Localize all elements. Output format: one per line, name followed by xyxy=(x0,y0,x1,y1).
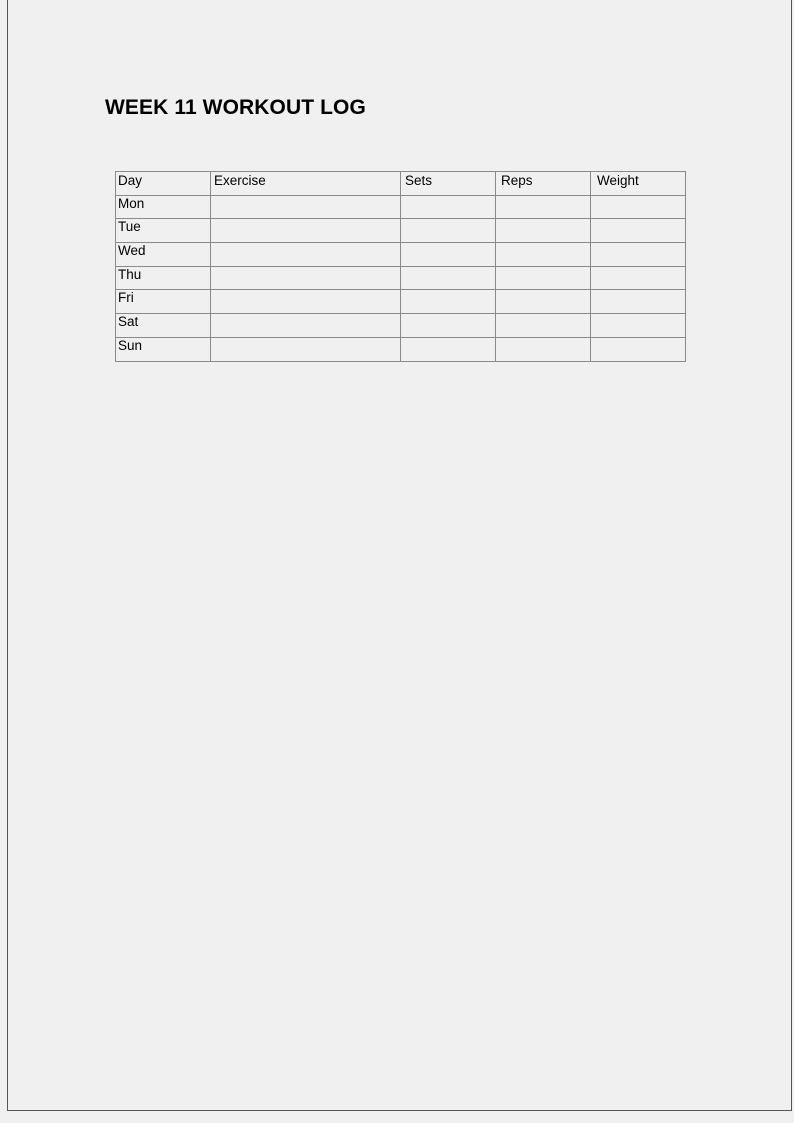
reps-cell[interactable] xyxy=(496,243,591,267)
sets-cell[interactable] xyxy=(401,337,496,361)
column-header-sets: Sets xyxy=(401,172,496,196)
weight-cell[interactable] xyxy=(591,337,686,361)
sets-cell[interactable] xyxy=(401,290,496,314)
document-page xyxy=(7,0,792,1111)
weight-cell[interactable] xyxy=(591,243,686,267)
exercise-cell[interactable] xyxy=(211,219,401,243)
sets-cell[interactable] xyxy=(401,243,496,267)
day-cell: Wed xyxy=(116,243,211,267)
reps-cell[interactable] xyxy=(496,290,591,314)
reps-cell[interactable] xyxy=(496,219,591,243)
table-row xyxy=(116,195,686,219)
workout-log-table xyxy=(115,171,686,362)
reps-cell[interactable] xyxy=(496,337,591,361)
column-header-day: Day xyxy=(116,172,211,196)
day-cell: Sun xyxy=(116,337,211,361)
exercise-cell[interactable] xyxy=(211,314,401,338)
sets-cell[interactable] xyxy=(401,195,496,219)
table-header-row xyxy=(116,172,686,196)
day-cell: Tue xyxy=(116,219,211,243)
exercise-cell[interactable] xyxy=(211,337,401,361)
table-row xyxy=(116,243,686,267)
weight-cell[interactable] xyxy=(591,290,686,314)
column-header-weight: Weight xyxy=(591,172,686,196)
table-row xyxy=(116,290,686,314)
table-row xyxy=(116,219,686,243)
reps-cell[interactable] xyxy=(496,266,591,290)
day-cell: Fri xyxy=(116,290,211,314)
table-row xyxy=(116,266,686,290)
day-cell: Thu xyxy=(116,266,211,290)
weight-cell[interactable] xyxy=(591,219,686,243)
sets-cell[interactable] xyxy=(401,266,496,290)
column-header-exercise: Exercise xyxy=(211,172,401,196)
page-title: WEEK 11 WORKOUT LOG xyxy=(105,96,366,119)
day-cell: Sat xyxy=(116,314,211,338)
reps-cell[interactable] xyxy=(496,314,591,338)
sets-cell[interactable] xyxy=(401,314,496,338)
exercise-cell[interactable] xyxy=(211,290,401,314)
column-header-reps: Reps xyxy=(496,172,591,196)
table-row xyxy=(116,314,686,338)
exercise-cell[interactable] xyxy=(211,195,401,219)
exercise-cell[interactable] xyxy=(211,243,401,267)
weight-cell[interactable] xyxy=(591,195,686,219)
exercise-cell[interactable] xyxy=(211,266,401,290)
table-row xyxy=(116,337,686,361)
weight-cell[interactable] xyxy=(591,266,686,290)
weight-cell[interactable] xyxy=(591,314,686,338)
sets-cell[interactable] xyxy=(401,219,496,243)
reps-cell[interactable] xyxy=(496,195,591,219)
day-cell: Mon xyxy=(116,195,211,219)
